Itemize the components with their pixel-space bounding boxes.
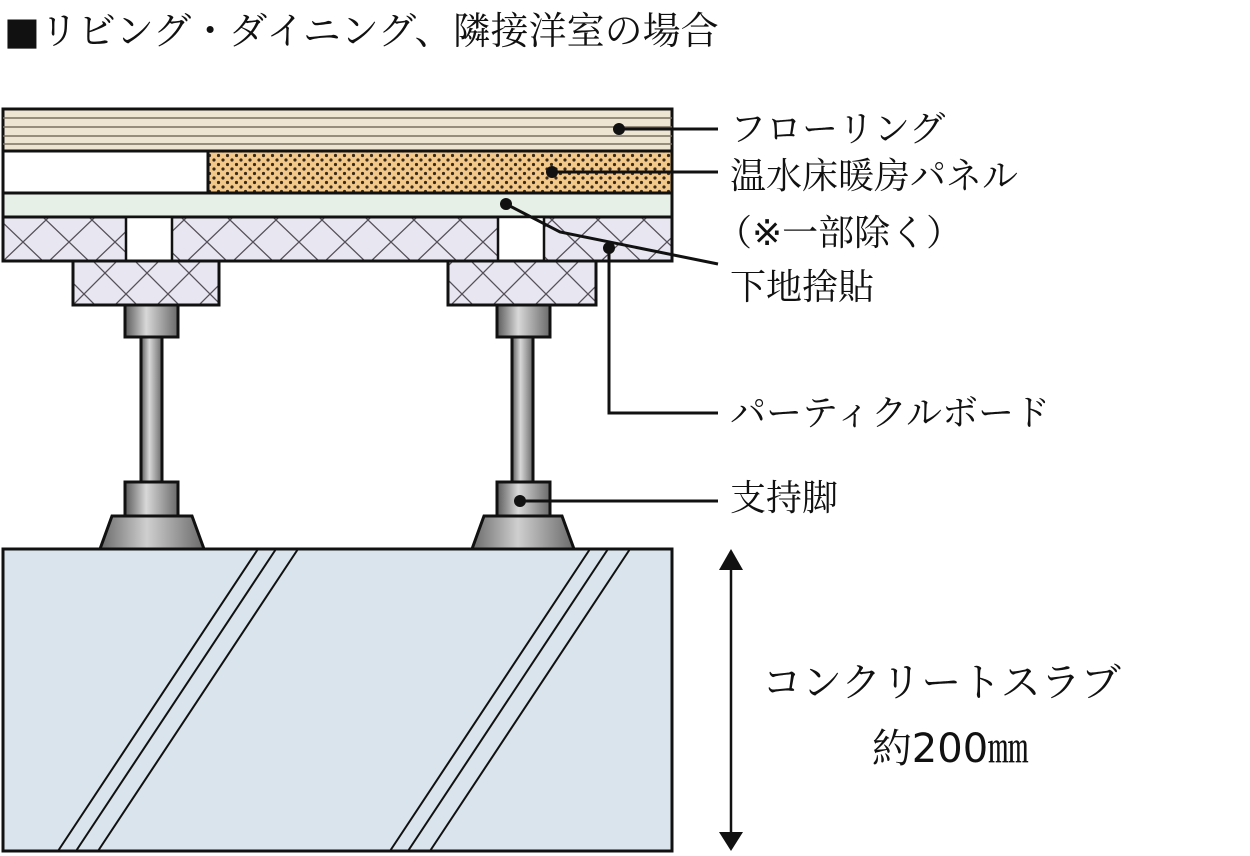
label-heating-panel: 温水床暖房パネル: [730, 156, 1019, 197]
label-flooring: フローリング: [730, 109, 946, 150]
sleeper-block-left: [73, 261, 219, 305]
sleeper-block-right: [448, 261, 596, 305]
label-slab-thickness: 約200㎜: [871, 726, 1029, 772]
support-leg-left: [100, 305, 204, 549]
concrete-slab: [3, 549, 672, 851]
particle-board-layer: [3, 217, 672, 261]
leader-line-particle-board: [603, 242, 718, 413]
label-heating-panel-note: （※一部除く）: [716, 213, 963, 254]
label-particle-board: パーティクルボード: [730, 393, 1051, 434]
label-underlay: 下地捨貼: [730, 267, 875, 308]
arrow-up-icon: [719, 549, 743, 570]
flooring-layer: [3, 109, 672, 151]
label-support-leg: 支持脚: [730, 478, 839, 519]
slab-dimension-arrow: [719, 549, 743, 851]
page-title: ■リビング・ダイニング、隣接洋室の場合: [4, 9, 719, 53]
arrow-down-icon: [719, 832, 743, 851]
support-leg-right: [472, 305, 574, 549]
label-slab: コンクリートスラブ: [762, 660, 1121, 706]
underlay-layer: [3, 193, 672, 217]
